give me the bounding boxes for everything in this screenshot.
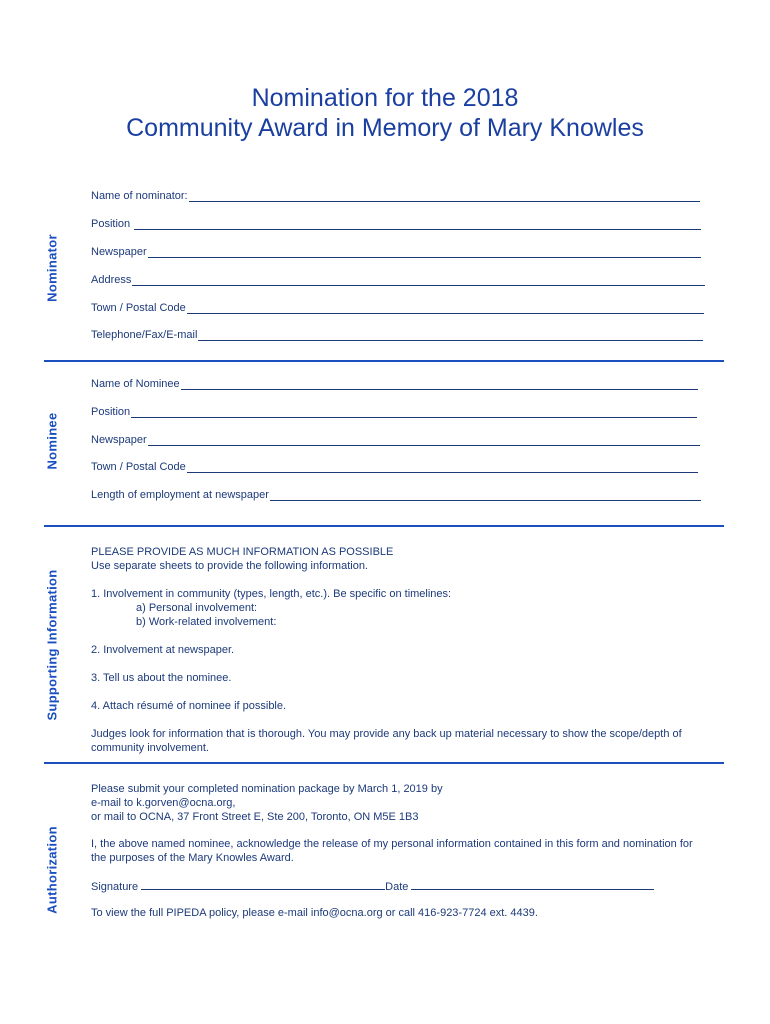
nominee-name-label: Name of Nominee bbox=[91, 378, 180, 390]
supporting-subheading: Use separate sheets to provide the following information. bbox=[91, 560, 368, 572]
supporting-item-1: 1. Involvement in community (types, length, etc.). Be specific on timelines: bbox=[91, 588, 452, 600]
nominee-name-field[interactable] bbox=[91, 378, 698, 390]
nominee-town-label: Town / Postal Code bbox=[91, 461, 186, 473]
nominee-newspaper-line[interactable] bbox=[148, 435, 700, 446]
title-line-2: Community Award in Memory of Mary Knowles bbox=[126, 114, 644, 142]
page-title bbox=[0, 83, 770, 143]
nominator-newspaper-field[interactable] bbox=[91, 246, 701, 258]
date-line[interactable] bbox=[411, 879, 654, 890]
nominee-length-label: Length of employment at newspaper bbox=[91, 489, 269, 501]
nominator-position-field[interactable] bbox=[91, 218, 701, 230]
supporting-item-4: 4. Attach résumé of nominee if possible. bbox=[91, 700, 287, 712]
section-divider bbox=[44, 762, 724, 764]
nominee-town-line[interactable] bbox=[187, 462, 698, 473]
acknowledge-line-2: the purposes of the Mary Knowles Award. bbox=[91, 852, 294, 864]
nominator-position-line[interactable] bbox=[134, 219, 701, 230]
submit-line-1: Please submit your completed nomination package by March 1, 2019 by bbox=[91, 783, 443, 795]
supporting-item-2: 2. Involvement at newspaper. bbox=[91, 644, 235, 656]
nominee-name-line[interactable] bbox=[181, 379, 698, 390]
submit-line-3: or mail to OCNA, 37 Front Street E, Ste 200, Toronto, ON M5E 1B3 bbox=[91, 811, 419, 823]
supporting-heading: PLEASE PROVIDE AS MUCH INFORMATION AS POSSIBLE bbox=[91, 546, 394, 558]
nominator-town-field[interactable] bbox=[91, 302, 704, 314]
nominee-town-field[interactable] bbox=[91, 461, 698, 473]
nominee-newspaper-label: Newspaper bbox=[91, 434, 147, 446]
pipeda-notice: To view the full PIPEDA policy, please e-mail info@ocna.org or call 416-923-7724 ext. 4439. bbox=[91, 907, 538, 919]
section-divider bbox=[44, 360, 724, 362]
supporting-judges-line-1: Judges look for information that is thorough. You may provide any back up material necessary to show the scope/depth of bbox=[91, 728, 682, 740]
nominator-newspaper-line[interactable] bbox=[148, 247, 701, 258]
nominee-position-label: Position bbox=[91, 406, 131, 418]
nominee-position-field[interactable] bbox=[91, 406, 697, 418]
submit-line-2: e-mail to k.gorven@ocna.org, bbox=[91, 797, 236, 809]
nominator-address-field[interactable] bbox=[91, 274, 705, 286]
nominator-name-field[interactable] bbox=[91, 190, 700, 202]
signature-line[interactable] bbox=[141, 879, 385, 890]
nominee-length-line[interactable] bbox=[270, 490, 701, 501]
date-label: Date bbox=[385, 881, 409, 893]
nominator-name-label: Name of nominator: bbox=[91, 190, 188, 202]
section-divider bbox=[44, 525, 724, 527]
nominator-contact-line[interactable] bbox=[198, 330, 703, 341]
nominator-address-line[interactable] bbox=[132, 275, 705, 286]
signature-label: Signature bbox=[91, 881, 139, 893]
nominee-position-line[interactable] bbox=[131, 407, 697, 418]
nominator-position-label: Position bbox=[91, 218, 131, 230]
nominator-contact-label: Telephone/Fax/E-mail bbox=[91, 329, 198, 341]
acknowledge-line-1: I, the above named nominee, acknowledge the release of my personal information contained in this form and nomination for bbox=[91, 838, 693, 850]
nominator-address-label: Address bbox=[91, 274, 132, 286]
signature-row bbox=[91, 879, 654, 894]
supporting-item-3: 3. Tell us about the nominee. bbox=[91, 672, 232, 684]
nominee-length-field[interactable] bbox=[91, 489, 701, 501]
title-line-1: Nomination for the 2018 bbox=[251, 84, 519, 112]
nominator-newspaper-label: Newspaper bbox=[91, 246, 147, 258]
nominator-town-label: Town / Postal Code bbox=[91, 302, 186, 314]
nominator-town-line[interactable] bbox=[187, 303, 704, 314]
nominator-contact-field[interactable] bbox=[91, 329, 703, 341]
nominator-name-line[interactable] bbox=[189, 191, 700, 202]
supporting-item-1a: a) Personal involvement: bbox=[136, 602, 258, 614]
nominee-newspaper-field[interactable] bbox=[91, 434, 700, 446]
supporting-item-1b: b) Work-related involvement: bbox=[136, 616, 277, 628]
supporting-judges-line-2: community involvement. bbox=[91, 742, 209, 754]
